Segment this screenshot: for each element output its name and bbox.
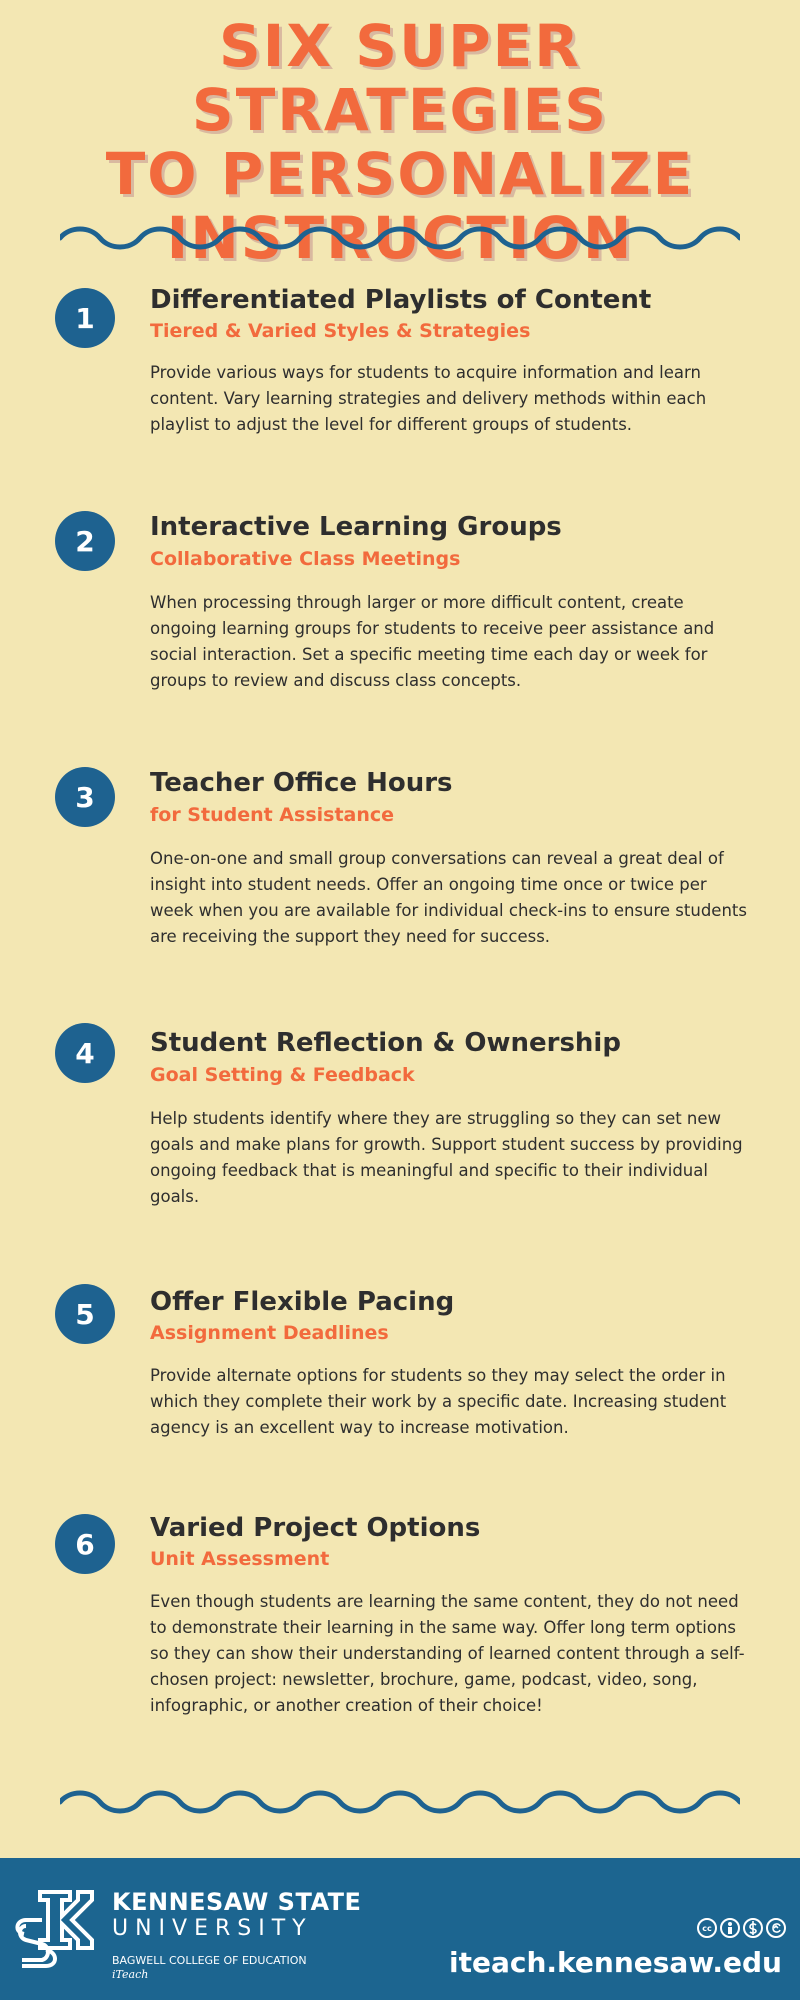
strategy-description: Provide various ways for students to acquire information and learn content. Vary learning strategies and delivery methods within each playlist to adjust the level for different groups of students. — [150, 363, 707, 434]
strategy-description: Provide alternate options for students so they may select the order in which they complete their work by a specific date. Increasing student agency is an excellent way to increase motivation. — [150, 1366, 727, 1437]
title-line-2: TO PERSONALIZE — [105, 140, 695, 208]
number-badge: 1 — [55, 288, 115, 348]
strategy-subheading: Tiered & Varied Styles & Strategies — [150, 320, 531, 342]
title-line-3: INSTRUCTION — [166, 204, 634, 272]
strategy-subheading: Goal Setting & Feedback — [150, 1064, 415, 1086]
title-line-1: SIX SUPER STRATEGIES — [191, 12, 609, 144]
strategy-heading: Differentiated Playlists of Content — [150, 285, 652, 315]
strategy-description: When processing through larger or more difficult content, create ongoing learning groups for students to receive peer assistance and social interaction. Set a specific meeting time each day or week for groups to review and discuss class concepts. — [150, 593, 715, 690]
college-name: BAGWELL COLLEGE OF EDUCATION — [112, 1954, 307, 1967]
svg-text:cc: cc — [702, 1924, 712, 1933]
number-badge: 6 — [55, 1514, 115, 1574]
strategy-description: One-on-one and small group conversations can reveal a great deal of insight into student needs. Offer an ongoing time once or twice per week when you are available for individual check-ins to ensure students are receiving the support they need for success. — [150, 849, 747, 946]
ksu-logo-icon — [12, 1886, 98, 1972]
strategy-subheading: Assignment Deadlines — [150, 1322, 389, 1344]
strategy-subheading: for Student Assistance — [150, 804, 395, 826]
number-badge: 3 — [55, 767, 115, 827]
number-badge: 2 — [55, 511, 115, 571]
wave-divider-top — [60, 223, 740, 253]
university-name: KENNESAW STATE — [112, 1888, 362, 1916]
creative-commons-icon — [696, 1916, 786, 1940]
strategy-subheading: Collaborative Class Meetings — [150, 548, 461, 570]
number-badge: 4 — [55, 1023, 115, 1083]
website-url[interactable]: iteach.kennesaw.edu — [449, 1946, 782, 1979]
strategy-heading: Teacher Office Hours — [150, 768, 453, 798]
program-name: iTeach — [112, 1968, 149, 1981]
strategy-heading: Offer Flexible Pacing — [150, 1287, 455, 1317]
strategy-heading: Student Reflection & Ownership — [150, 1028, 621, 1058]
footer — [0, 1858, 800, 2000]
strategy-heading: Interactive Learning Groups — [150, 512, 562, 542]
wave-divider-bottom — [60, 1787, 740, 1817]
strategy-heading: Varied Project Options — [150, 1513, 481, 1543]
strategy-description: Help students identify where they are struggling so they can set new goals and make plans for growth. Support student success by providing ongoing feedback that is meaningful and specific to their individual goals. — [150, 1109, 743, 1206]
strategy-description: Even though students are learning the same content, they do not need to demonstrate their learning in the same way. Offer long term options so they can show their understanding of learned content through a self-chosen project: newsletter, brochure, game, podcast, video, song, infographic, or another creation of their choice! — [150, 1592, 745, 1715]
university-word: UNIVERSITY — [112, 1916, 313, 1941]
number-badge: 5 — [55, 1284, 115, 1344]
strategy-subheading: Unit Assessment — [150, 1548, 330, 1570]
